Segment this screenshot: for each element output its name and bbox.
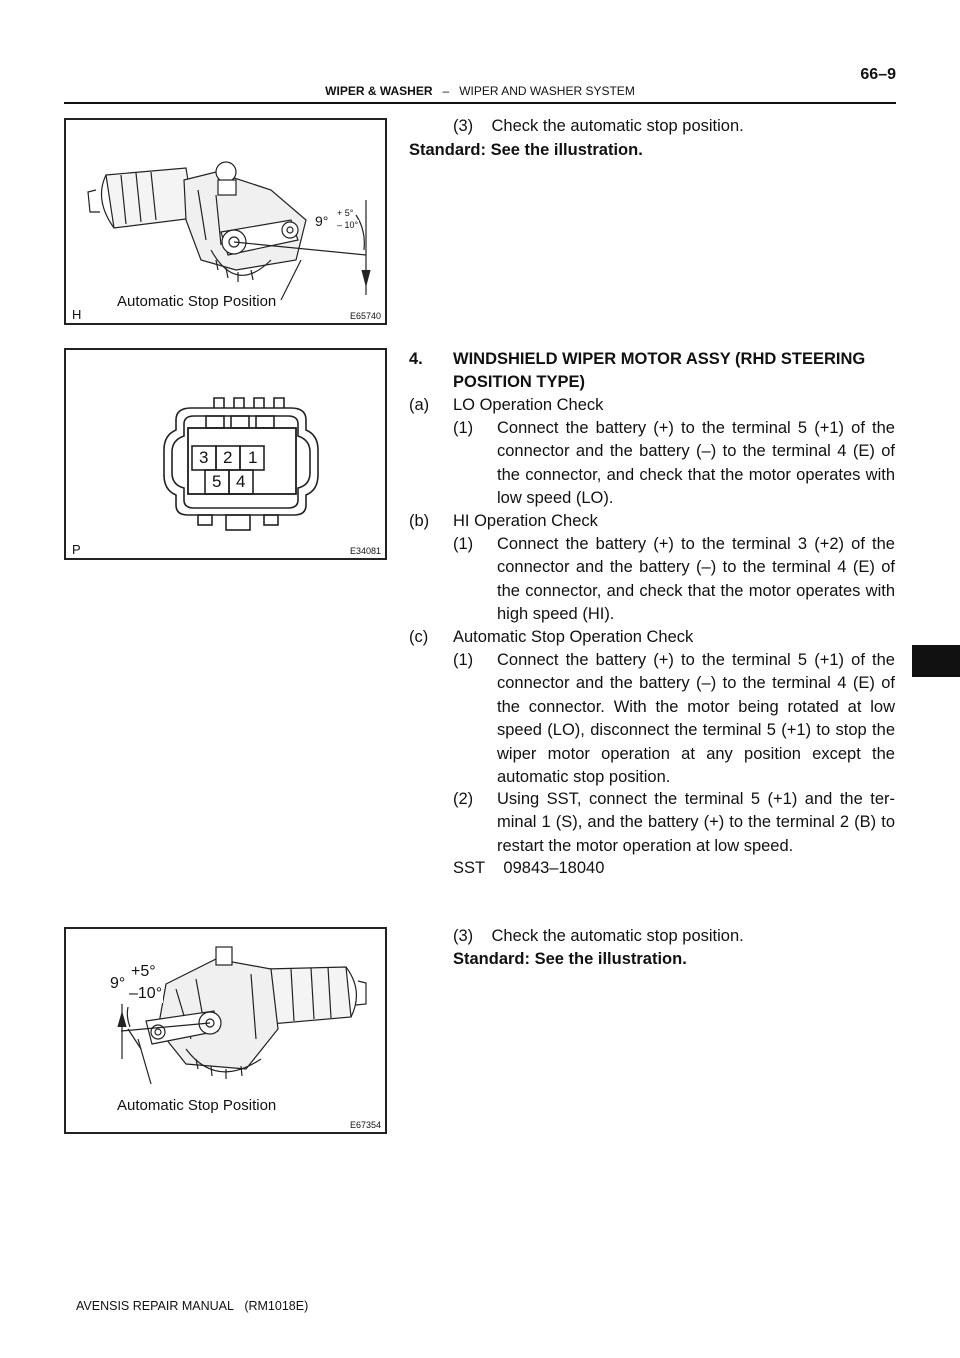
figure-letter: P [72,542,81,557]
figure-code: E65740 [349,311,381,321]
step-c-number: (c) [409,628,429,646]
step-c2-text: Using SST, connect the terminal 5 (+1) and the ter-minal 1 (S), and the battery (+) to the terminal 2 (B) to restart the motor operation at low speed. [497,790,895,855]
step-a-number: (a) [409,396,430,414]
terminal-3: 3 [199,448,209,467]
standard-note-bottom: Standard: See the illustration. [453,950,687,968]
figure-code: E67354 [349,1120,381,1130]
step-b-title: HI Operation Check [453,512,598,530]
figure-letter: H [72,307,82,322]
section-separator: – [442,84,450,98]
page-number: 66–9 [860,66,896,83]
item-4-title-line2: POSITION TYPE) [453,373,586,391]
angle-tolerance-minus: –10° [129,985,163,1002]
subsection-name: WIPER AND WASHER SYSTEM [459,84,635,98]
angle-label: 9° [315,213,329,229]
step-b1-text: Connect the battery (+) to the terminal 3 (+2) of the connector and the battery (–) to the terminal 4 (E) of the connector, and check that the motor operates with high speed (HI). [497,535,895,624]
step-b-number: (b) [409,512,430,530]
section-name: WIPER & WASHER [325,84,433,98]
step-c2-number: (2) [453,790,474,808]
standard-note-top: Standard: See the illustration. [409,141,643,159]
angle-label: 9° [110,975,126,992]
step-3-bottom: (3) Check the automatic stop position. [453,927,744,945]
automatic-stop-position-label: Automatic Stop Position [117,293,277,310]
step-c1-number: (1) [453,651,474,669]
automatic-stop-position-label: Automatic Stop Position [117,1097,277,1114]
angle-tolerance-plus: +5° [131,963,156,980]
terminal-2: 2 [223,448,233,467]
section-title [64,84,896,98]
figure-wiper-motor-stop-position-1 [64,118,387,325]
step-c1-text: Connect the battery (+) to the terminal 5 (+1) of the connector and the battery (–) to the terminal 4 (E) of the connector. With the motor being rotated at low speed (LO), disconnect the terminal 5 (+1) to stop the wiper motor operation at any position except the automatic stop position. [497,651,895,787]
step-a1-text: Connect the battery (+) to the terminal 5 (+1) of the connector and the battery (–) to the terminal 4 (E) of the connector, and check that the motor operates with low speed (LO). [497,419,895,508]
item-4-number: 4. [409,350,423,368]
angle-tolerance-minus: – 10° [337,220,359,230]
terminal-4: 4 [236,472,246,491]
step-a1-number: (1) [453,419,474,437]
figure-wiper-motor-stop-position-2 [64,927,387,1134]
angle-tolerance-plus: + 5° [337,208,354,218]
step-c-title: Automatic Stop Operation Check [453,628,694,646]
step-a-title: LO Operation Check [453,396,604,414]
section-tab-marker [912,645,960,677]
page-header [64,66,896,104]
terminal-1: 1 [248,448,258,467]
sst-number: SST 09843–18040 [453,859,605,877]
figure-code: E34081 [349,546,381,556]
item-4-title-line1: WINDSHIELD WIPER MOTOR ASSY (RHD STEERING [453,350,866,368]
step-3-top: (3) Check the automatic stop position. [453,117,744,135]
step-b1-number: (1) [453,535,474,553]
page-footer: AVENSIS REPAIR MANUAL (RM1018E) [76,1299,309,1313]
figure-connector-terminals [64,348,387,560]
terminal-5: 5 [212,472,222,491]
